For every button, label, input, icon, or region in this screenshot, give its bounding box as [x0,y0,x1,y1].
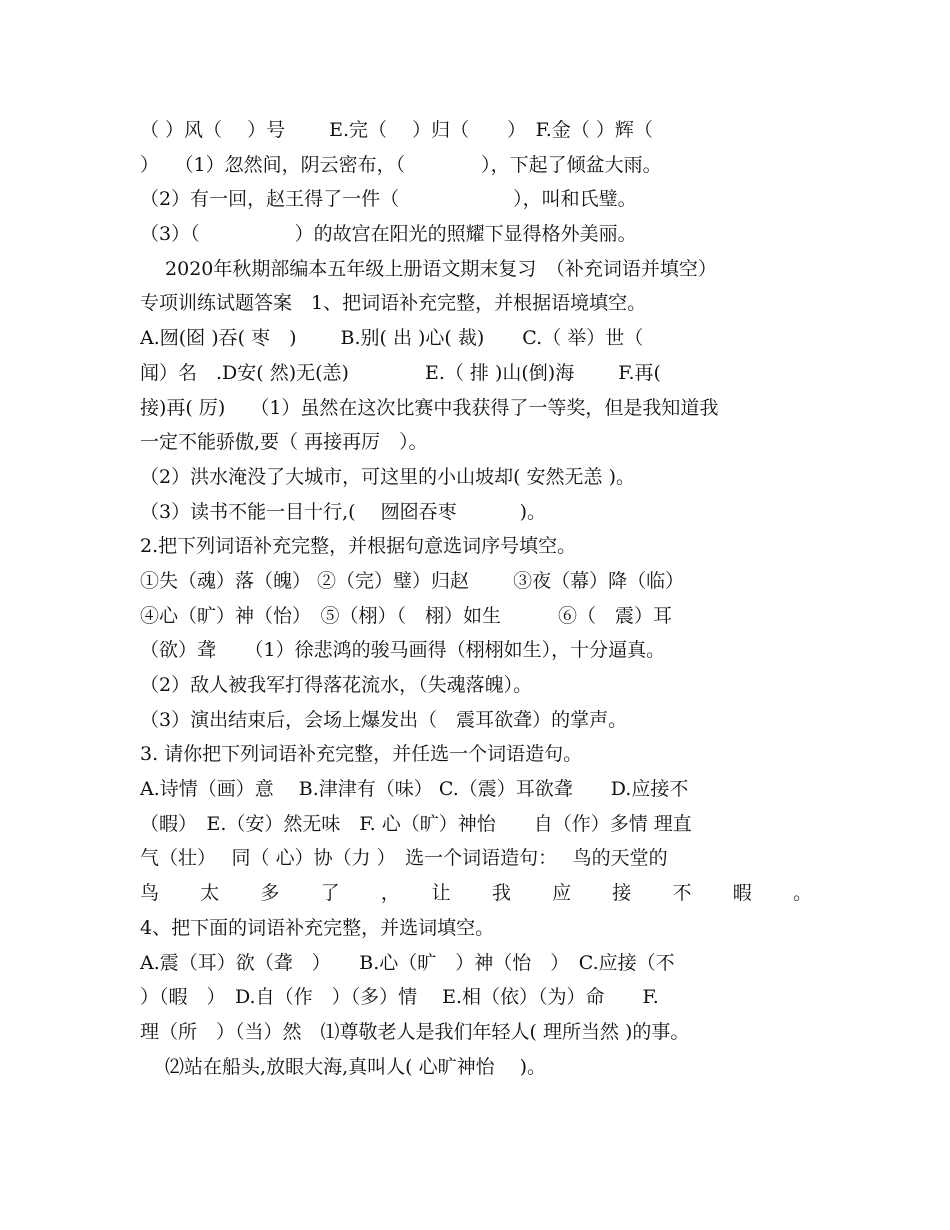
text-line: （2）洪水淹没了大城市，可这里的小山坡却( 安然无恙 )。 [140,465,635,488]
text-line: 3. 请你把下列词语补充完整，并任选一个词语造句。 [140,743,583,766]
text-line: 理（所 ）（当）然 ⑴尊敬老人是我们年轻人( 理所当然 )的事。 [140,1020,690,1043]
text-line-justified: 鸟 太 多 了 ， 让 我 应 接 不 暇 。 [140,882,812,905]
document-body [140,113,812,1084]
text-line: （2）敌人被我军打得落花流水，（失魂落魄）。 [140,674,533,696]
text-line: ⑵站在船头,放眼大海,真叫人( 心旷神怡 )。 [140,1055,547,1078]
text-line: A.诗情（画）意 B.津津有（味） C.（震）耳欲聋 D.应接不 [140,778,689,801]
text-line: 专项训练试题答案 1、把词语补充完整，并根据语境填空。 [140,292,647,315]
text-line: 2020年秋期部编本五年级上册语文期末复习 （补充词语并填空） [140,257,717,280]
text-line: A.震（耳）欲（聋 ） B.心（旷 ）神（怡 ） C.应接（不 [140,951,675,974]
text-line: 气（壮） 同（ 心）协（力 ） 选一个词语造句： 鸟的天堂的 [140,847,668,870]
text-line: 一定不能骄傲,要（ 再接再厉 ）。 [140,431,428,454]
text-line: （ ）风（ ）号 E.完（ ）归（ ） F.金（ ）辉（ [140,119,653,141]
text-line: 2.把下列词语补充完整，并根据句意选词序号填空。 [140,535,577,558]
text-line: ①失（魂）落（魄） ②（完）璧）归赵 ③夜（幕）降（临） [140,569,685,592]
text-line: 4、把下面的词语补充完整，并选词填空。 [140,916,495,939]
text-line: ④心（旷）神（怡） ⑤（栩）（ 栩）如生 ⑥（ 震）耳 [140,604,673,627]
text-line: （3）读书不能一目十行,( 囫囵吞枣 )。 [140,500,547,523]
text-line: （欲）聋 （1）徐悲鸿的骏马画得（栩栩如生），十分逼真。 [140,639,666,662]
text-line: A.囫(囵 )吞( 枣 ) B.别( 出 )心( 裁) C.（ 举）世（ [140,327,644,350]
text-line: （2）有一回，赵王得了一件（ ），叫和氏璧。 [140,188,637,211]
text-line: ）（暇 ） D.自（作 ）（多）情 E.相（依）（为）命 F. [140,986,659,1009]
text-line: ） （1）忽然间，阴云密布，（ ），下起了倾盆大雨。 [140,153,662,176]
text-line: （3）（ ）的故宫在阳光的照耀下显得格外美丽。 [140,223,637,246]
text-line: （3）演出结束后，会场上爆发出（ 震耳欲聋）的掌声。 [140,708,628,731]
text-line: 接)再( 厉) （1）虽然在这次比赛中我获得了一等奖，但是我知道我 [140,396,719,419]
text-line: 闻）名 .D安( 然)无(恙) E.（ 排 )山(倒)海 F.再( [140,361,661,384]
text-line: （暇） E.（安）然无味 F. 心（旷）神怡 自（作）多情 理直 [140,812,692,835]
